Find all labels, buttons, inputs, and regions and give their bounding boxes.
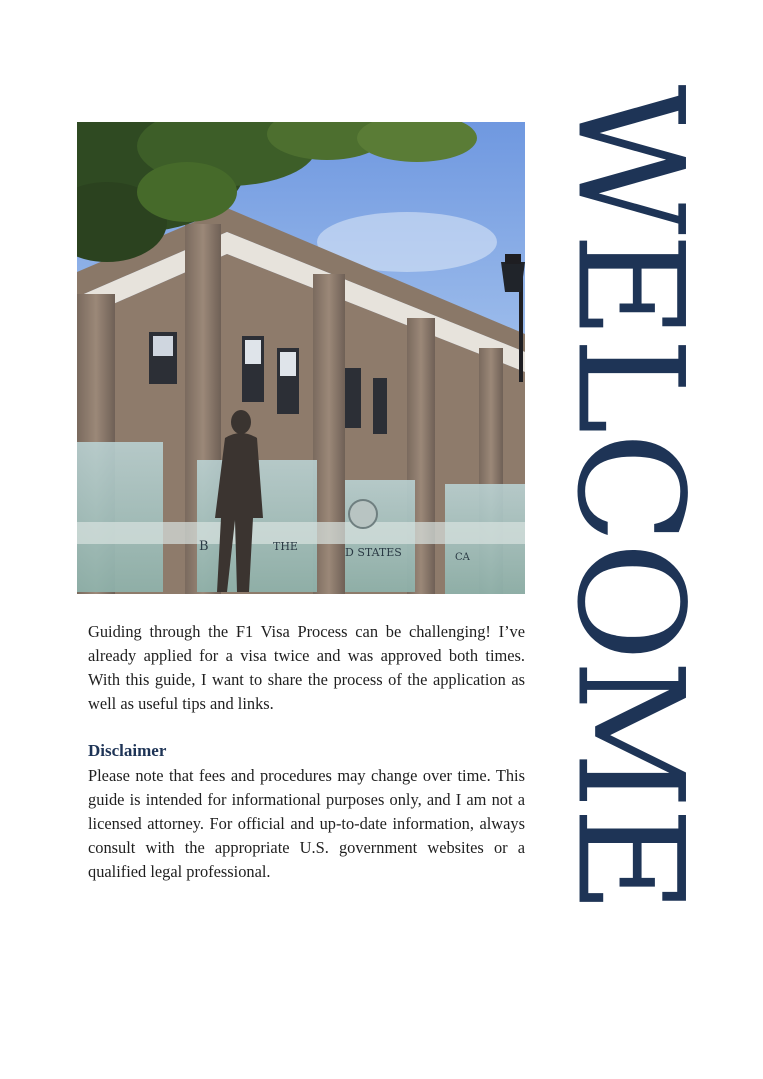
sign-text-far: CA <box>455 552 470 563</box>
building-photo <box>77 122 525 594</box>
sign-text-right: D STATES <box>345 546 402 559</box>
intro-paragraph: Guiding through the F1 Visa Process can be challenging! I’ve already applied for a visa twice and was approved both times. With this guide, I want to share the process of the application as well as useful tips and links. <box>88 622 525 713</box>
welcome-title <box>545 84 716 912</box>
sign-text-mid: THE <box>273 540 298 553</box>
sign-text-left: B <box>199 539 209 554</box>
welcome-title-text: WELCOME <box>545 84 716 912</box>
building-illustration <box>77 122 525 594</box>
disclaimer-body: Please note that fees and procedures may change over time. This guide is intended for informational purposes only, and I am not a licensed attorney. For official and up-to-date information, always consult with the appropriate U.S. government websites or a qualified legal professional. <box>88 766 525 881</box>
disclaimer-heading: Disclaimer <box>88 741 167 760</box>
